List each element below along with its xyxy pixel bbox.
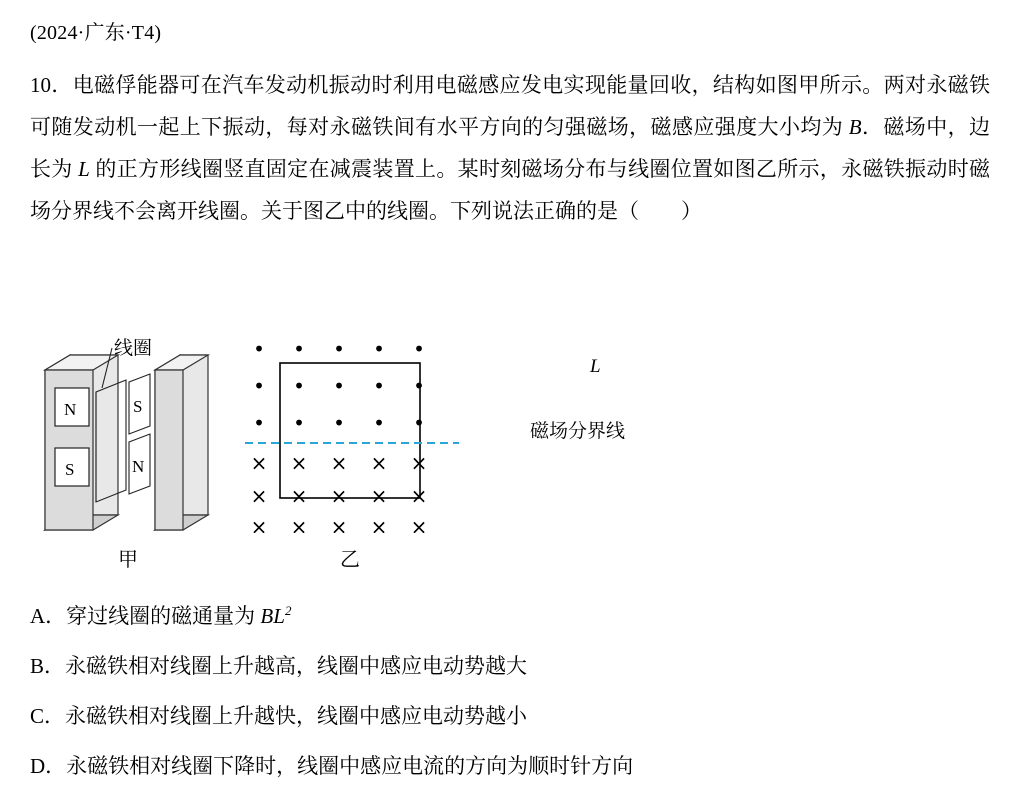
svg-text:•: • bbox=[333, 338, 345, 361]
figure-group bbox=[30, 330, 626, 580]
option-b-letter: B． bbox=[30, 654, 66, 678]
option-c-letter: C． bbox=[30, 704, 66, 728]
option-d-text: 永磁铁相对线圈下降时，线圈中感应电流的方向为顺时针方向 bbox=[66, 754, 634, 778]
svg-text:•: • bbox=[333, 411, 345, 435]
svg-text:×: × bbox=[250, 451, 268, 475]
option-c-text: 永磁铁相对线圈上升越快，线圈中感应电动势越小 bbox=[65, 704, 528, 728]
svg-text:•: • bbox=[293, 411, 305, 435]
svg-text:×: × bbox=[290, 451, 308, 475]
svg-text:×: × bbox=[330, 515, 348, 533]
svg-text:•: • bbox=[373, 374, 385, 398]
option-a bbox=[30, 596, 990, 631]
svg-text:•: • bbox=[373, 338, 385, 361]
option-a-formula: BL bbox=[260, 604, 285, 628]
svg-text:N: N bbox=[132, 457, 145, 476]
svg-text:×: × bbox=[330, 451, 348, 475]
svg-text:•: • bbox=[413, 411, 425, 435]
svg-text:×: × bbox=[330, 484, 348, 508]
side-length-label: L bbox=[590, 356, 601, 377]
option-a-letter: A． bbox=[30, 604, 67, 628]
option-b bbox=[30, 651, 990, 681]
svg-text:•: • bbox=[333, 374, 345, 398]
svg-text:•: • bbox=[253, 374, 265, 398]
source-reference: (2024·广东·T4) bbox=[30, 22, 162, 44]
option-d-letter: D． bbox=[30, 754, 67, 778]
svg-text:×: × bbox=[370, 451, 388, 475]
svg-text:S: S bbox=[133, 397, 143, 416]
figure-yi bbox=[245, 338, 626, 538]
svg-text:×: × bbox=[410, 451, 428, 475]
svg-text:S: S bbox=[65, 460, 75, 479]
stem-line-5: 确的是（ ） bbox=[555, 199, 702, 223]
option-c bbox=[30, 701, 990, 731]
figure-jia-caption: 甲 bbox=[118, 549, 138, 571]
figure-jia-drawing bbox=[30, 330, 220, 540]
svg-text:×: × bbox=[370, 484, 388, 508]
coil-label: 线圈 bbox=[114, 338, 153, 359]
svg-text:•: • bbox=[373, 411, 385, 435]
svg-text:×: × bbox=[250, 484, 268, 508]
svg-text:×: × bbox=[370, 515, 388, 533]
stem-line-2: 两对永磁铁可随发动机一起上下振动，每对永磁铁间有水平方向的匀强磁场，磁感应强度大 bbox=[30, 73, 991, 139]
svg-text:×: × bbox=[410, 515, 428, 533]
option-a-formula-exponent: 2 bbox=[284, 603, 292, 618]
svg-text:×: × bbox=[290, 515, 308, 533]
svg-text:×: × bbox=[250, 515, 268, 533]
stem-line-1: 电磁俘能器可在汽车发动机振动时利用电磁感应发电实现能量回收，结构如图甲所示。 bbox=[72, 73, 884, 97]
svg-text:•: • bbox=[253, 411, 265, 435]
option-b-text: 永磁铁相对线圈上升越高，线圈中感应电动势越大 bbox=[65, 654, 528, 678]
option-list bbox=[30, 596, 990, 801]
svg-text:•: • bbox=[293, 374, 305, 398]
svg-text:×: × bbox=[410, 484, 428, 508]
option-a-text: 穿过线圈的磁通量为 bbox=[66, 604, 261, 628]
option-d bbox=[30, 751, 990, 781]
stem-line-3: 小均为 B．磁场中，边长为 L 的正方形线圈竖直固定在减震装置上。某时刻磁场分布与线圈 bbox=[30, 115, 990, 181]
svg-text:•: • bbox=[253, 338, 265, 361]
question-stem bbox=[30, 64, 990, 232]
figure-yi-drawing bbox=[245, 338, 475, 533]
figure-yi-caption: 乙 bbox=[340, 549, 360, 571]
stem-line-4: 位置如图乙所示，永磁铁振动时磁场分界线不会离开线圈。关于图乙中的线圈。下列说法正 bbox=[30, 157, 990, 223]
svg-text:N: N bbox=[64, 400, 77, 419]
svg-text:•: • bbox=[413, 338, 425, 361]
question-number: 10． bbox=[30, 73, 73, 97]
svg-text:•: • bbox=[413, 374, 425, 398]
svg-text:×: × bbox=[290, 484, 308, 508]
field-boundary-label: 磁场分界线 bbox=[530, 421, 626, 442]
svg-text:•: • bbox=[293, 338, 305, 361]
